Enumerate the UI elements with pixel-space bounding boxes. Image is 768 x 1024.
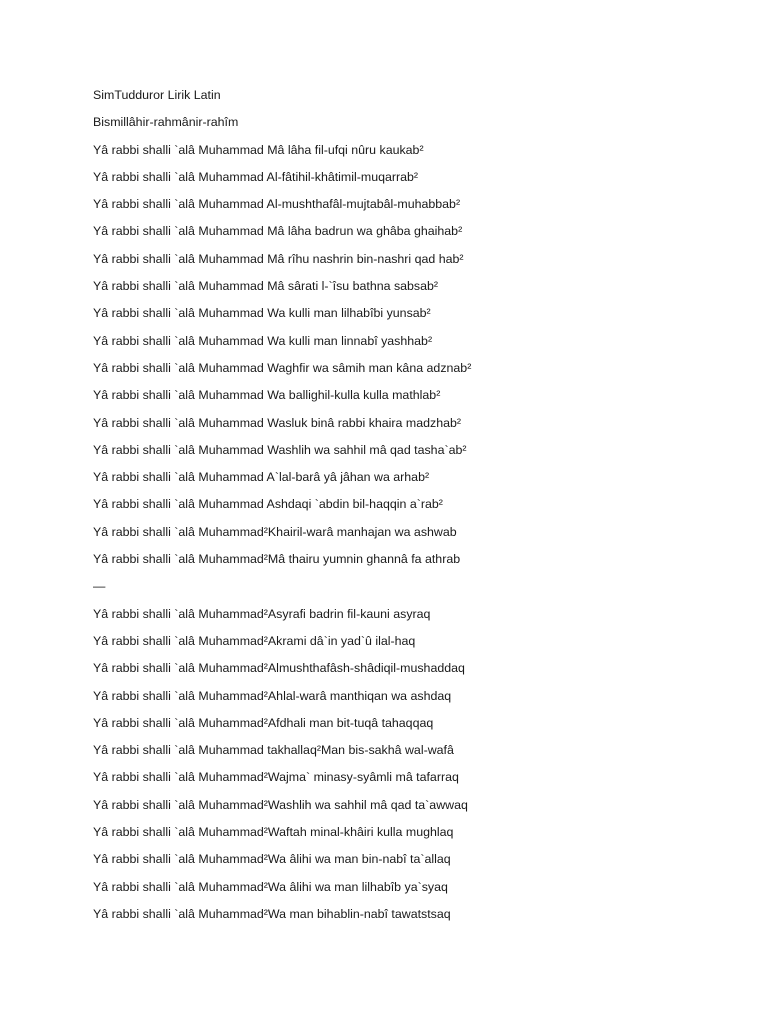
- lyric-line: Yâ rabbi shalli `alâ Muhammad²Wajma` minasy-syâmli mâ tafarraq: [93, 770, 459, 785]
- lyric-line: Yâ rabbi shalli `alâ Muhammad²Almushthafâsh-shâdiqil-mushaddaq: [93, 661, 465, 676]
- lyric-line: Yâ rabbi shalli `alâ Muhammad Wa ballighil-kulla kulla mathlab²: [93, 388, 441, 403]
- lyric-line: Yâ rabbi shalli `alâ Muhammad A`lal-barâ yâ jâhan wa arhab²: [93, 470, 430, 485]
- lyric-line: Yâ rabbi shalli `alâ Muhammad Wa kulli man linnabî yashhab²: [93, 333, 433, 348]
- lyric-line: Yâ rabbi shalli `alâ Muhammad²Ahlal-warâ manthiqan wa ashdaq: [93, 688, 452, 703]
- lyric-line: Yâ rabbi shalli `alâ Muhammad²Waftah minal-khâiri kulla mughlaq: [93, 825, 454, 840]
- lyric-line: Yâ rabbi shalli `alâ Muhammad Wasluk binâ rabbi khaira madzhab²: [93, 415, 461, 430]
- lyric-line: Yâ rabbi shalli `alâ Muhammad²Washlih wa sahhil mâ qad ta`awwaq: [93, 797, 468, 812]
- lyric-line: Yâ rabbi shalli `alâ Muhammad Al-fâtihil-khâtimil-muqarrab²: [93, 169, 419, 184]
- lyric-line: Yâ rabbi shalli `alâ Muhammad Mâ rîhu nashrin bin-nashri qad hab²: [93, 251, 464, 266]
- lyric-line: Yâ rabbi shalli `alâ Muhammad Wa kulli man lilhabîbi yunsab²: [93, 306, 431, 321]
- bismillah-line: Bismillâhir-rahmânir-rahîm: [93, 115, 239, 130]
- lyric-line: Yâ rabbi shalli `alâ Muhammad takhallaq²Man bis-sakhâ wal-wafâ: [93, 743, 454, 758]
- document-title: SimTudduror Lirik Latin: [93, 88, 221, 102]
- lyric-line: Yâ rabbi shalli `alâ Muhammad²Wa âlihi wa man bin-nabî ta`allaq: [93, 852, 451, 867]
- lyric-line: Yâ rabbi shalli `alâ Muhammad²Akrami dâ`in yad`û ilal-haq: [93, 633, 416, 648]
- lyric-line: Yâ rabbi shalli `alâ Muhammad²Mâ thairu yumnin ghannâ fa athrab: [93, 552, 461, 567]
- lyric-line: Yâ rabbi shalli `alâ Muhammad²Khairil-warâ manhajan wa ashwab: [93, 524, 457, 539]
- lyric-line: Yâ rabbi shalli `alâ Muhammad Al-mushthafâl-mujtabâl-muhabbab²: [93, 197, 461, 212]
- lyric-line: Yâ rabbi shalli `alâ Muhammad Mâ sârati l-`îsu bathna sabsab²: [93, 279, 439, 294]
- lyric-line: Yâ rabbi shalli `alâ Muhammad²Asyrafi badrin fil-kauni asyraq: [93, 606, 431, 621]
- lyric-line: Yâ rabbi shalli `alâ Muhammad²Wa man bihablin-nabî tawatstsaq: [93, 906, 451, 921]
- lyric-line: Yâ rabbi shalli `alâ Muhammad Mâ lâha badrun wa ghâba ghaihab²: [93, 224, 463, 239]
- lyric-line: Yâ rabbi shalli `alâ Muhammad Waghfir wa sâmih man kâna adznab²: [93, 360, 472, 375]
- lyric-line: Yâ rabbi shalli `alâ Muhammad Ashdaqi `abdin bil-haqqin a`rab²: [93, 497, 443, 512]
- document-body: [93, 86, 733, 932]
- lyric-line: Yâ rabbi shalli `alâ Muhammad Mâ lâha fil-ufqi nûru kaukab²: [93, 142, 424, 157]
- lyric-line: Yâ rabbi shalli `alâ Muhammad²Wa âlihi wa man lilhabîb ya`syaq: [93, 879, 448, 894]
- section-separator: —: [93, 579, 106, 594]
- lyric-line: Yâ rabbi shalli `alâ Muhammad Washlih wa sahhil mâ qad tasha`ab²: [93, 442, 467, 457]
- lyric-line: Yâ rabbi shalli `alâ Muhammad²Afdhali man bit-tuqâ tahaqqaq: [93, 715, 434, 730]
